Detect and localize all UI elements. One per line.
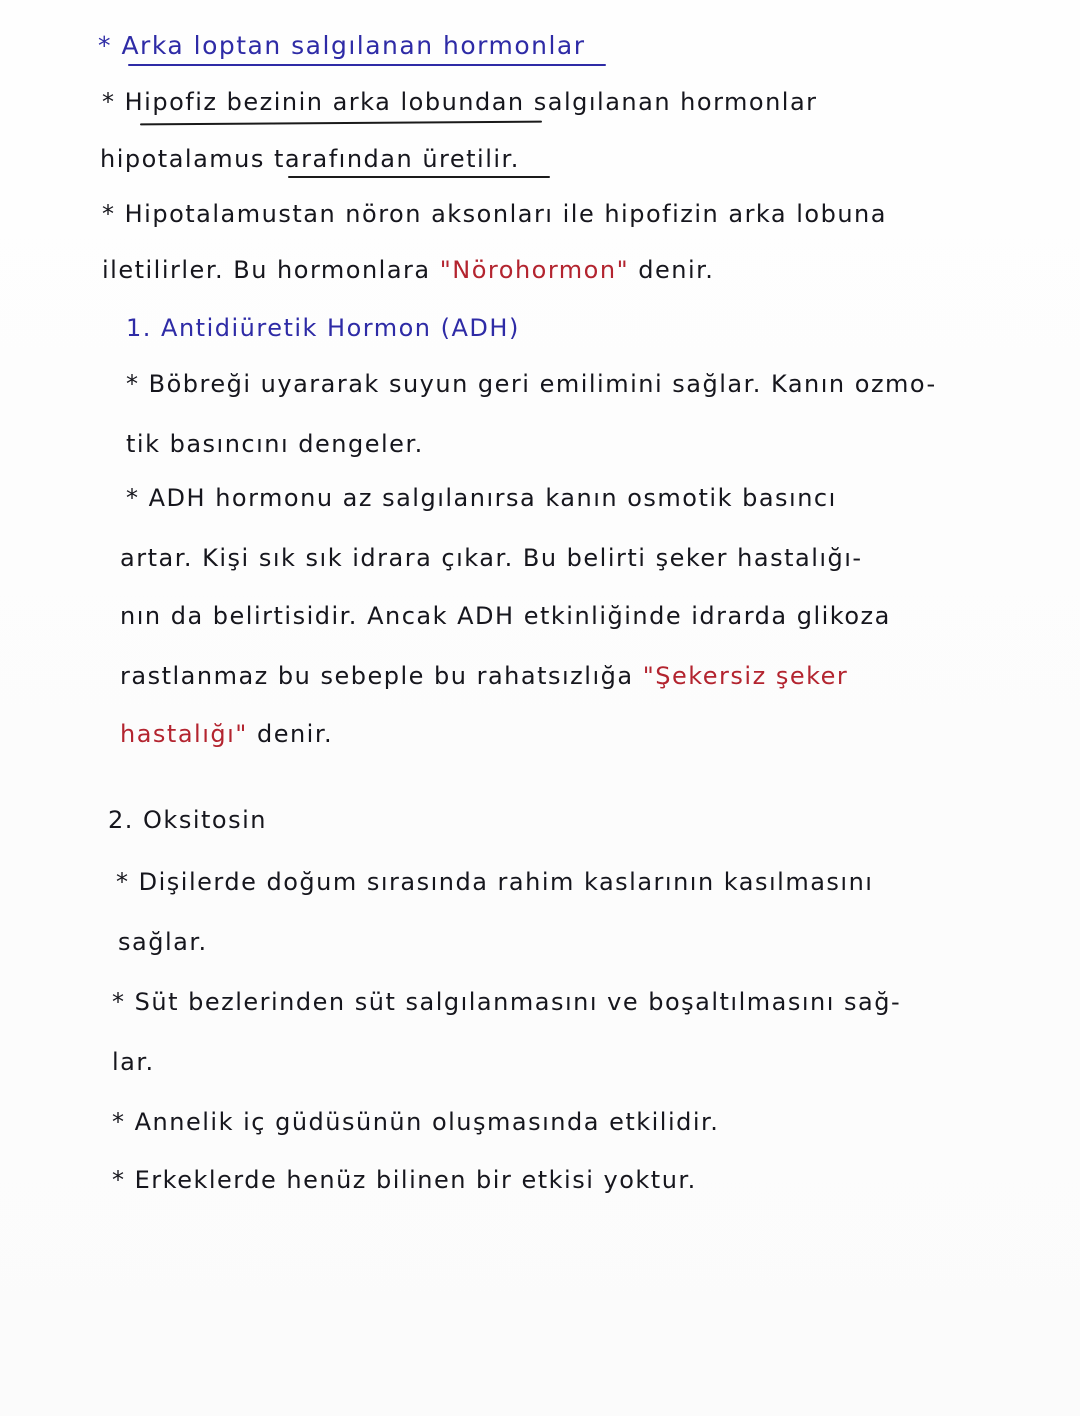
intro-line-4-text: iletilirler. Bu hormonlara: [102, 256, 431, 284]
intro-line-4: [102, 254, 714, 286]
section-2-p1-line-2: sağlar.: [118, 928, 208, 956]
intro-underline: [140, 121, 542, 126]
section-1-p1-line-1: * Böbreği uyararak suyun geri emilimini sağlar. Kanın ozmo-: [126, 370, 937, 398]
intro-underline-2: [288, 176, 550, 178]
heading-underline: [128, 64, 606, 66]
intro-line-4-end: denir.: [638, 256, 715, 284]
section-1-p1-line-2: tik basıncını dengeler.: [126, 430, 424, 458]
intro-line-2: hipotalamus tarafından üretilir.: [100, 145, 520, 173]
sugarless-diabetes-term: "Şekersiz şeker: [642, 662, 849, 690]
intro-line-3: * Hipotalamustan nöron aksonları ile hipofizin arka lobuna: [102, 200, 887, 228]
neurohormone-term: "Nörohormon": [439, 256, 630, 284]
section-1-p2-line-4-text: rastlanmaz bu sebeple bu rahatsızlığa: [120, 662, 634, 690]
section-1-p2-line-3: nın da belirtisidir. Ancak ADH etkinliğinde idrarda glikoza: [120, 602, 891, 630]
section-2-p2-line-2: lar.: [112, 1048, 155, 1076]
section-1-title: 1. Antidiüretik Hormon (ADH): [126, 314, 520, 342]
section-1-p2-line-1: * ADH hormonu az salgılanırsa kanın osmotik basıncı: [126, 484, 837, 512]
section-1-p2-line-5: [120, 718, 333, 750]
section-2-p3: * Annelik iç güdüsünün oluşmasında etkilidir.: [112, 1108, 720, 1136]
section-1-p2-line-5-text: denir.: [256, 720, 334, 748]
section-1-p2-line-4: [120, 660, 848, 692]
heading: * Arka loptan salgılanan hormonlar: [98, 31, 586, 60]
section-2-p2-line-1: * Süt bezlerinden süt salgılanmasını ve boşaltılmasını sağ-: [112, 988, 902, 1016]
section-2-p1-line-1: * Dişilerde doğum sırasında rahim kaslarının kasılmasını: [116, 868, 874, 896]
section-2-title: 2. Oksitosin: [108, 806, 267, 834]
section-2-p4: * Erkeklerde henüz bilinen bir etkisi yoktur.: [112, 1166, 697, 1194]
sugarless-diabetes-term-end: hastalığı": [120, 720, 248, 748]
section-1-p2-line-2: artar. Kişi sık sık idrara çıkar. Bu belirti şeker hastalığı-: [120, 544, 863, 572]
intro-line-1: * Hipofiz bezinin arka lobundan salgılanan hormonlar: [102, 88, 818, 116]
